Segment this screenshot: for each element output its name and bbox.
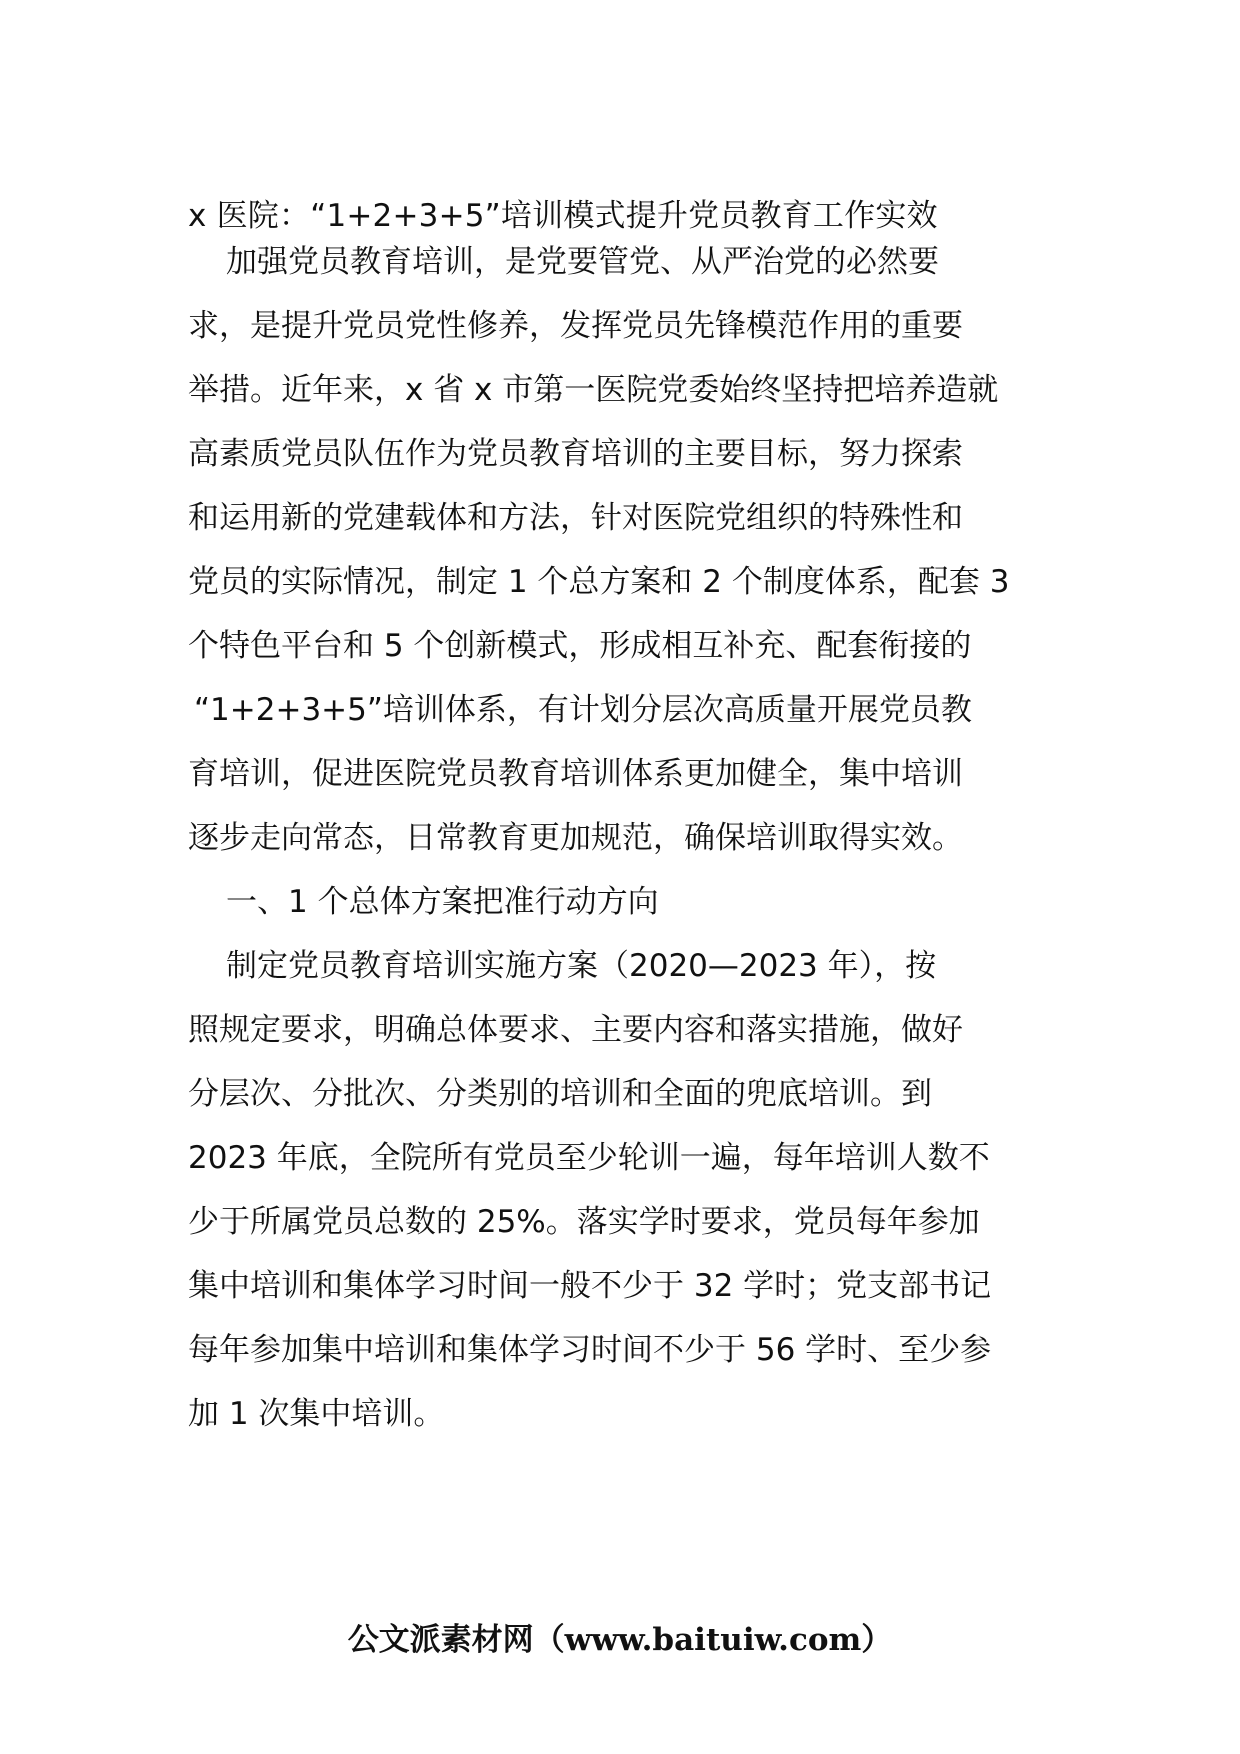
text-line: 照规定要求，明确总体要求、主要内容和落实措施，做好 [188,1012,963,1048]
text-line: 加 1 次集中培训。 [188,1396,445,1432]
text-line: “1+2+3+5”培训体系，有计划分层次高质量开展党员教 [194,692,972,728]
paragraph-section1 [188,934,1068,1446]
text-line: 加强党员教育培训，是党要管党、从严治党的必然要 [226,244,939,280]
text-line: 制定党员教育培训实施方案（2020—2023 年），按 [226,948,937,984]
text-line: 育培训，促进医院党员教育培训体系更加健全，集中培训 [188,756,963,792]
text-line: 分层次、分批次、分类别的培训和全面的兜底培训。到 [188,1076,932,1112]
text-line: 2023 年底，全院所有党员至少轮训一遍，每年培训人数不 [188,1140,990,1176]
text-line: 个特色平台和 5 个创新模式，形成相互补充、配套衔接的 [188,628,972,664]
footer-watermark: 公文派素材网（www.baituiw.com） [347,1622,893,1658]
document-title: x 医院：“1+2+3+5”培训模式提升党员教育工作实效 [188,198,938,234]
text-line: 逐步走向常态，日常教育更加规范，确保培训取得实效。 [188,820,963,856]
section-heading-text: 一、1 个总体方案把准行动方向 [226,884,659,920]
section-heading-1 [188,870,1068,934]
text-line: 求，是提升党员党性修养，发挥党员先锋模范作用的重要 [188,308,963,344]
text-line: 少于所属党员总数的 25%。落实学时要求，党员每年参加 [188,1204,980,1240]
text-line: 集中培训和集体学习时间一般不少于 32 学时；党支部书记 [188,1268,992,1304]
paragraph-intro [188,230,1068,870]
text-line: 举措。近年来，x 省 x 市第一医院党委始终坚持把培养造就 [188,372,999,408]
text-line: 和运用新的党建载体和方法，针对医院党组织的特殊性和 [188,500,963,536]
text-line: 高素质党员队伍作为党员教育培训的主要目标，努力探索 [188,436,963,472]
text-line: 每年参加集中培训和集体学习时间不少于 56 学时、至少参 [188,1332,992,1368]
text-line: 党员的实际情况，制定 1 个总方案和 2 个制度体系，配套 3 [188,564,1010,600]
